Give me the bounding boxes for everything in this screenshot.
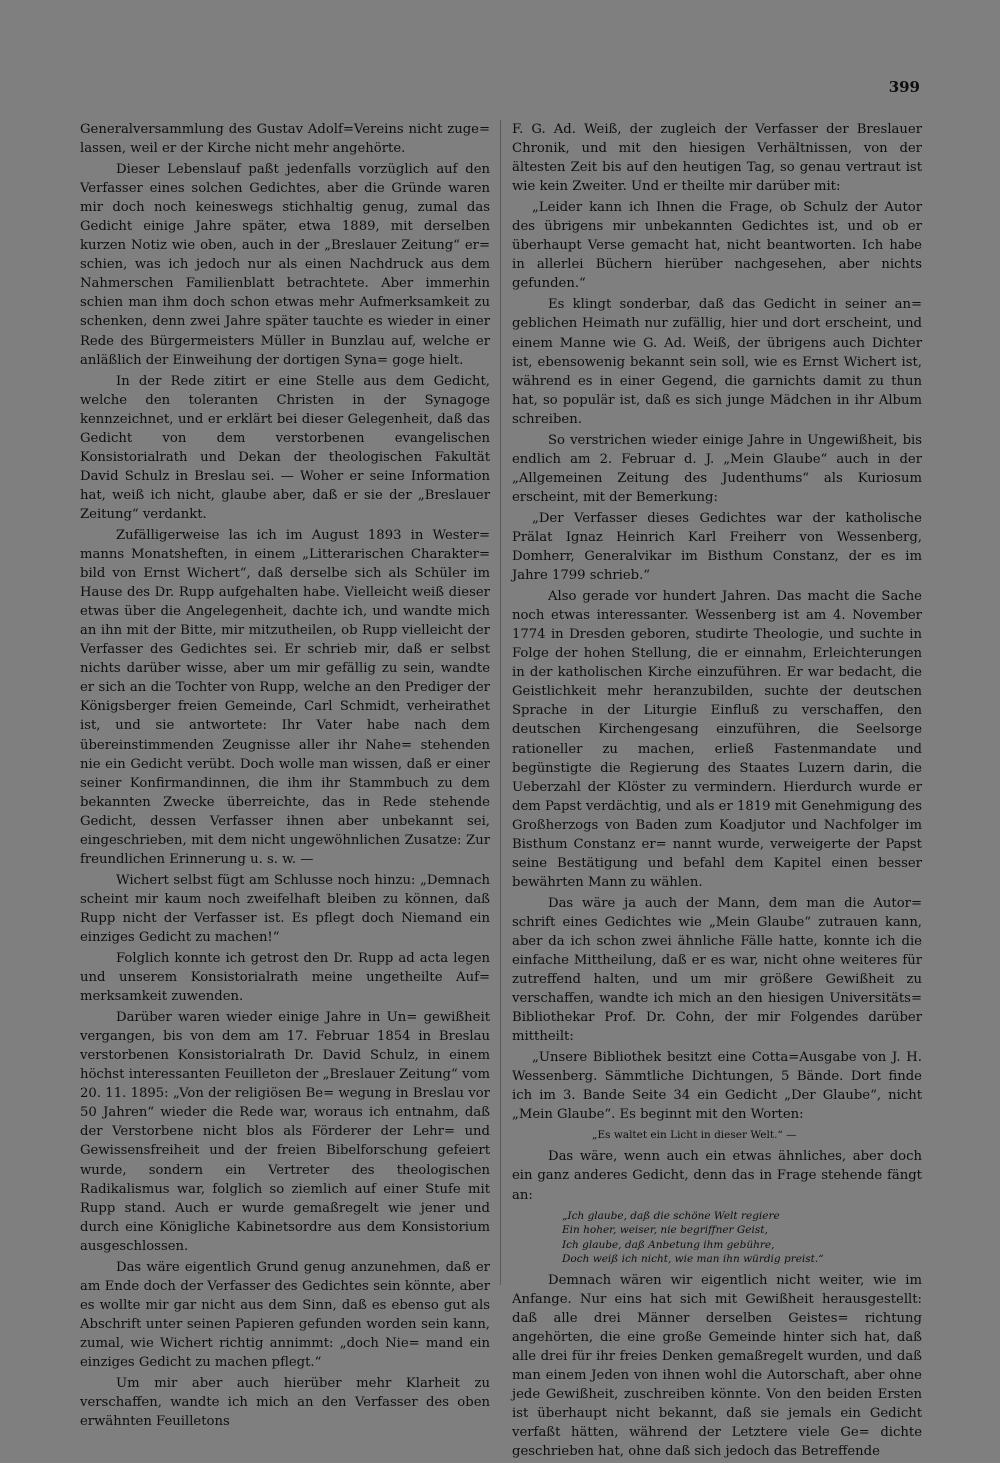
left-paragraph: In der Rede zitirt er eine Stelle aus dem Gedicht, welche den toleranten Christen in der Synagoge kennzeichnet, und er erklärt bei dieser Gelegenheit, daß das Gedicht von dem verstorbenen evangelischen Konsistorialrath und Dekan der theologischen Fakultät David Schulz in Breslau sei. — Woher er seine Information hat, weiß ich nicht, glaube aber, daß er sie der „Breslauer Zeitung“ verdankt. (80, 373, 490, 522)
right-paragraph: Das wäre, wenn auch ein etwas ähnliches, aber doch ein ganz anderes Gedicht, denn das in Frage stehende fängt an: (512, 1149, 922, 1203)
left-paragraph: Wichert selbst fügt am Schlusse noch hinzu: „Demnach scheint mir kaum noch zweifelhaft bleiben zu können, daß Rupp nicht der Verfasser ist. Es pflegt doch Niemand ein einziges Gedicht zu machen!“ (80, 872, 490, 945)
poem-line: Doch weiß ich nicht, wie man ihn würdig preist.“ (562, 1253, 824, 1266)
poem-line: Ein hoher, weiser, nie begriffner Geist, (562, 1224, 768, 1237)
poem (512, 1209, 922, 1267)
left-paragraph: Folglich konnte ich getrost den Dr. Rupp ad acta legen und unserem Konsistorialrath meine ungetheilte Auf= merksamkeit zuwenden. (80, 951, 490, 1005)
left-paragraph: Dieser Lebenslauf paßt jedenfalls vorzüglich auf den Verfasser eines solchen Gedichtes, aber die Gründe waren mir doch noch keineswegs stichhaltig genug, zumal das Gedicht einige Jahre später, etwa 1889, mit derselben kurzen Notiz wie oben, auch in der „Breslauer Zeitung“ er= schien, was ich jedoch nur als einen Nachdruck aus dem Nahmerschen Familienblatt betrachtete. Aber immerhin schien man ihm doch schon etwas mehr Aufmerksamkeit zu schenken, denn zwei Jahre später tauchte es wieder in einer Rede des Bürgermeisters Müller in Bunzlau auf, welche er anläßlich der Einweihung der dortigen Syna= goge hielt. (80, 162, 490, 368)
page-number: 399 (888, 78, 920, 96)
right-paragraph: Das wäre ja auch der Mann, dem man die Autor= schrift eines Gedichtes wie „Mein Glaube“ zutrauen kann, aber da ich schon zwei ähnliche Fälle hatte, konnte ich die einfache Mittheilung, daß er es war, nicht ohne weiteres für zutreffend halten, und um mir größere Gewißheit zu verschaffen, wandte ich mich an den hiesigen Universitäts= Bibliothekar Prof. Dr. Cohn, der mir Folgendes darüber mittheilt: (512, 895, 922, 1045)
block-quote: „Der Verfasser dieses Gedichtes war der katholische Prälat Ignaz Heinrich Karl Freiherr von Wessenberg, Domherr, Generalvikar im Bisthum Constanz, der es im Jahre 1799 schrieb.“ (512, 510, 922, 584)
right-column (512, 120, 922, 1463)
left-paragraph: Das wäre eigentlich Grund genug anzunehmen, daß er am Ende doch der Verfasser des Gedichtes sein könnte, aber es wollte mir gar nicht aus dem Sinn, daß es ebenso gut als Abschrift unter seinen Papieren gefunden worden sein kann, zumal, wie Wichert richtig annimmt: „doch Nie= mand ein einziges Gedicht zu machen pflegt.“ (80, 1259, 490, 1370)
column-divider (500, 120, 501, 1285)
left-paragraph: Zufälligerweise las ich im August 1893 in Wester= manns Monatsheften, in einem „Litterarischen Charakter= bild von Ernst Wichert“, daß derselbe sich als Schüler im Hause des Dr. Rupp aufgehalten habe. Vielleicht weiß dieser etwas über die Angelegenheit, dachte ich, und wandte mich an ihn mit der Bitte, mir mitzutheilen, ob Rupp vielleicht der Verfasser des Gedichtes sei. Er schrieb mir, daß er selbst nichts darüber wisse, aber um mir gefällig zu sein, wandte er sich an die Tochter von Rupp, welche an den Prediger der Königsberger freien Gemeinde, Carl Schmidt, verheirathet ist, und sie antwortete: Ihr Vater habe nach dem übereinstimmenden Zeugnisse aller ihr Nahe= stehenden nie ein Gedicht verübt. Doch wolle man wissen, daß er einer seiner Konfirmandinnen, die ihm ihr Stammbuch zu dem bekannten Zwecke überreichte, das in Rede stehende Gedicht, dessen Verfasser ihnen aber unbekannt sei, eingeschrieben, mit dem nicht ungewöhnlichen Zusatze: Zur freundlichen Erinnerung u. s. w. — (80, 527, 490, 867)
right-paragraph: F. G. Ad. Weiß, der zugleich der Verfasser der Breslauer Chronik, und mit den hiesigen Verhältnissen, von der ältesten Zeit bis auf den heutigen Tag, so genau vertraut ist wie kein Zweiter. Und er theilte mir darüber mit: (512, 122, 922, 195)
right-paragraph: Demnach wären wir eigentlich nicht weiter, wie im Anfange. Nur eins hat sich mit Gewißheit herausgestellt: daß alle drei Männer derselben Geistes= richtung angehörten, die eine große Gemeinde hinter sich hat, daß alle drei für ihr freies Denken gemaßregelt wurden, und daß man einem Jeden von ihnen wohl die Autorschaft, aber ohne jede Gewißheit, zuschreiben könnte. Von den beiden Ersten ist überhaupt nicht bekannt, daß sie jemals ein Gedicht verfaßt hätten, während der Letztere viele Ge= dichte geschrieben hat, ohne daß sich jedoch das Betreffende (512, 1272, 922, 1459)
poem-line: „Ich glaube, daß die schöne Welt regiere (562, 1209, 780, 1222)
right-paragraph: Also gerade vor hundert Jahren. Das macht die Sache noch etwas interessanter. Wessenberg ist am 4. November 1774 in Dresden geboren, studirte Theologie, und suchte in Folge der hohen Stellung, die er einnahm, Erleichterungen in der katholischen Kirche einzuführen. Er war bedacht, die Geistlichkeit mehr heranzubilden, suchte der deutschen Sprache in der Liturgie Einfluß zu verschaffen, den deutschen Kirchengesang einzuführen, die Seelsorge rationeller zu machen, erließ Fastenmandate und begünstigte die Regierung des Staates Luzern darin, die Ueberzahl der Klöster zu vermindern. Hierdurch wurde er dem Papst verdächtig, und als er 1819 mit Genehmigung des Großherzogs von Baden zum Koadjutor und Nachfolger im Bisthum Constanz er= nannt wurde, verweigerte der Papst seine Bestätigung und befahl dem Kapitel einen besser bewährten Mann zu wählen. (512, 589, 922, 890)
right-paragraph: Es klingt sonderbar, daß das Gedicht in seiner an= geblichen Heimath nur zufällig, hier und dort erscheint, und einem Manne wie G. Ad. Weiß, der übrigens auch Dichter ist, ebensowenig bekannt sein soll, wie es Ernst Wichert ist, während es in einer Gegend, die garnichts damit zu thun hat, so populär ist, daß es sich junge Mädchen in ihr Album schreiben. (512, 297, 922, 427)
left-paragraph: Generalversammlung des Gustav Adolf=Vereins nicht zuge= lassen, weil er der Kirche nicht mehr angehörte. (80, 122, 490, 157)
quoted-verse-line: „Es waltet ein Licht in dieser Welt.“ — (592, 1129, 797, 1142)
block-quote: „Unsere Bibliothek besitzt eine Cotta=Ausgabe von J. H. Wessenberg. Sämmtliche Dichtungen, 5 Bände. Dort finde ich im 3. Bande Seite 34 ein Gedicht „Der Glaube“, nicht „Mein Glaube“. Es beginnt mit den Worten: (512, 1050, 922, 1123)
block-quote: „Leider kann ich Ihnen die Frage, ob Schulz der Autor des übrigens mir unbekannten Gedichtes ist, und ob er überhaupt Verse gemacht hat, nicht beantworten. Ich habe in allerlei Büchern hierüber nachgesehen, aber nichts gefunden.“ (512, 200, 922, 292)
right-paragraph: So verstrichen wieder einige Jahre in Ungewißheit, bis endlich am 2. Februar d. J. „Mein Glaube“ auch in der „Allgemeinen Zeitung des Judenthums“ als Kuriosum erscheint, mit der Bemerkung: (512, 432, 922, 505)
poem-line: Ich glaube, daß Anbetung ihm gebühre, (562, 1238, 775, 1251)
left-paragraph: Darüber waren wieder einige Jahre in Un= gewißheit vergangen, bis von dem am 17. Februar 1854 in Breslau verstorbenen Konsistorialrath Dr. David Schulz, in einem höchst interessanten Feuilleton der „Breslauer Zeitung“ vom 20. 11. 1895: „Von der religiösen Be= wegung in Breslau vor 50 Jahren“ wieder die Rede war, woraus ich entnahm, daß der Verstorbene nicht blos als Förderer der Lehr= und Gewissensfreiheit und der freien Bibelforschung gefeiert wurde, sondern ein Vertreter des theologischen Radikalismus war, folglich so ziemlich auf einer Stufe mit Rupp stand. Auch er wurde gemaßregelt wie jener und durch eine Königliche Kabinetsordre aus dem Konsistorium ausgeschlossen. (80, 1010, 490, 1254)
left-column (80, 120, 490, 1433)
left-paragraph: Um mir aber auch hierüber mehr Klarheit zu verschaffen, wandte ich mich an den Verfasser des oben erwähnten Feuilletons (80, 1376, 490, 1430)
